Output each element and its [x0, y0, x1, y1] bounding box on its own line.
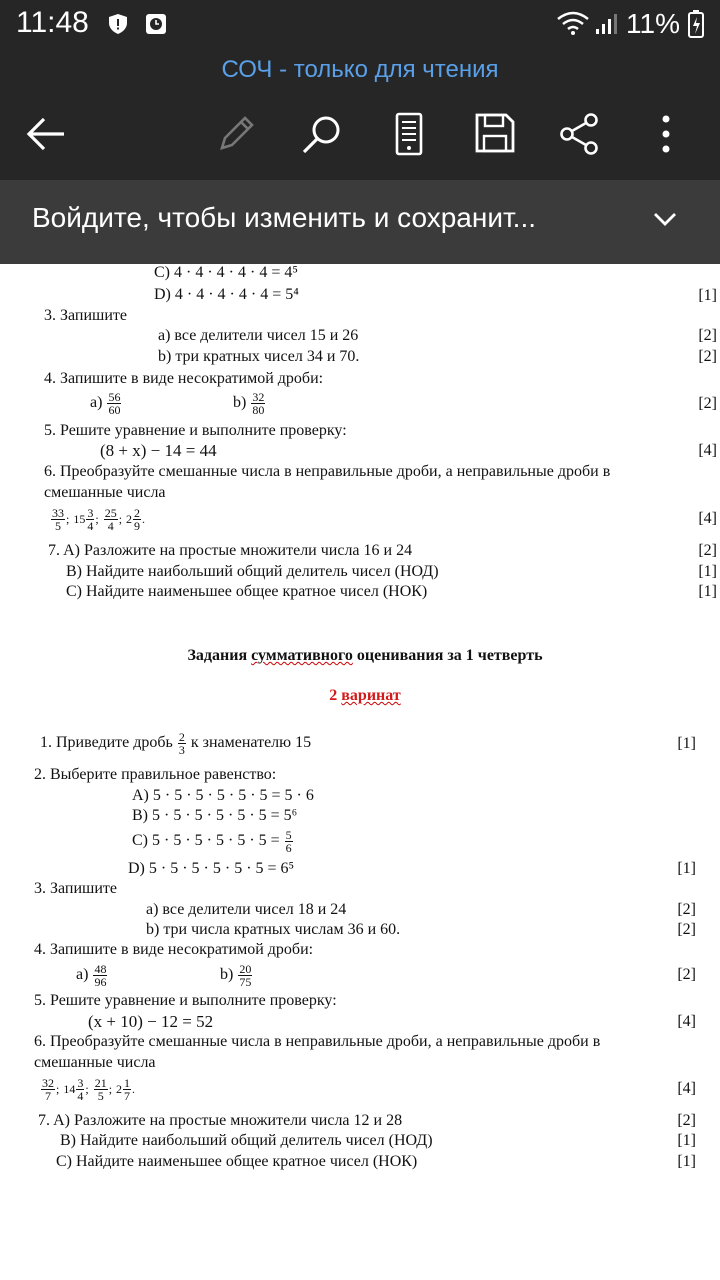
denominator: 5: [97, 1088, 104, 1103]
edit-pencil-icon[interactable]: [214, 112, 258, 156]
more-options-icon[interactable]: [658, 114, 674, 154]
question-7c: C) Найдите наименьшее общее кратное чисел (НОК): [66, 583, 428, 600]
fraction: [41, 1077, 55, 1102]
equation: (x + 10) − 12 = 52: [88, 1012, 214, 1031]
battery-icon: [688, 10, 704, 38]
denominator: 7: [45, 1088, 51, 1103]
fraction: [133, 507, 141, 532]
question-6-continued: смешанные числа: [34, 1054, 156, 1071]
search-icon[interactable]: [298, 112, 346, 160]
period: .: [132, 1082, 136, 1096]
denominator: 75: [239, 974, 252, 989]
question-3b: b) три числа кратных числам 36 и 60.: [146, 921, 401, 938]
fraction: [285, 829, 293, 854]
numerator: 32: [42, 1075, 54, 1090]
score: [1]: [698, 583, 717, 600]
question-7a: 7. A) Разложите на простые множители числа 16 и 24: [48, 542, 413, 559]
score: [4]: [677, 1013, 696, 1030]
mobile-view-icon[interactable]: [394, 112, 424, 156]
option-label: a): [76, 966, 89, 983]
fractions-list: [40, 1072, 135, 1106]
sign-in-banner[interactable]: [0, 180, 720, 264]
option-label: a): [90, 394, 103, 411]
fraction: [94, 1077, 108, 1102]
score: [2]: [698, 542, 717, 559]
denominator: 80: [252, 402, 265, 417]
section-heading: [0, 647, 720, 665]
heading-text: оценивания за 1 четверть: [352, 647, 543, 664]
fractions-list: [50, 502, 145, 536]
status-bar: [0, 0, 720, 48]
numerator: 48: [94, 961, 107, 976]
score: [4]: [698, 442, 717, 459]
fraction: [51, 507, 65, 532]
question-3a: a) все делители чисел 18 и 24: [146, 901, 347, 918]
score: [2]: [698, 348, 717, 365]
separator: ;: [66, 512, 70, 526]
whole-part: 2: [116, 1082, 123, 1096]
numerator: 2: [178, 729, 185, 744]
whole-part: 14: [63, 1082, 76, 1096]
numerator: 1: [124, 1075, 131, 1090]
sign-in-banner-text: Войдите, чтобы изменить и сохранит...: [32, 202, 537, 233]
score: [2]: [677, 901, 696, 918]
fraction: [123, 1077, 131, 1102]
score: [1]: [698, 287, 717, 304]
question-4b: [233, 388, 266, 418]
option-text: C) 5 · 5 · 5 · 5 · 5 · 5 =: [132, 832, 280, 849]
share-icon[interactable]: [558, 112, 600, 156]
option-d: D) 5 · 5 · 5 · 5 · 5 · 5 = 6⁵: [128, 860, 295, 877]
denominator: 6: [285, 840, 292, 855]
score: [2]: [698, 395, 717, 412]
fraction: [238, 963, 252, 988]
equation: (8 + x) − 14 = 44: [100, 441, 217, 460]
whole-part: 2: [126, 512, 133, 526]
denominator: 3: [178, 742, 185, 757]
numerator: 25: [104, 505, 117, 520]
save-icon[interactable]: [474, 112, 516, 154]
question-7b: B) Найдите наибольший общий делитель чисел (НОД): [66, 563, 439, 580]
question-3b: b) три кратных чисел 34 и 70.: [158, 348, 360, 365]
denominator: 7: [124, 1088, 131, 1103]
fraction: [251, 391, 265, 416]
denominator: 9: [134, 518, 141, 533]
score: [2]: [677, 921, 696, 938]
question-3a: a) все делители чисел 15 и 26: [158, 327, 359, 344]
numerator: 2: [134, 505, 141, 520]
question-2: 2. Выберите правильное равенство:: [34, 766, 277, 783]
question-3: 3. Запишите: [44, 307, 128, 324]
score: [4]: [698, 510, 717, 527]
wifi-icon: [556, 11, 590, 37]
question-6-continued: смешанные числа: [44, 484, 166, 501]
option-b: B) 5 · 5 · 5 · 5 · 5 · 5 = 5⁶: [132, 807, 298, 824]
question-7c: C) Найдите наименьшее общее кратное чисел (НОК): [56, 1153, 418, 1170]
fraction: [107, 391, 121, 416]
fraction: [76, 1077, 84, 1102]
document-title: СОЧ - только для чтения: [221, 56, 499, 83]
question-1: [40, 726, 311, 760]
option-label: b): [233, 394, 247, 411]
separator: ;: [56, 1082, 60, 1096]
fraction: [178, 731, 186, 756]
question-4a: [90, 388, 122, 418]
option-d: D) 4 · 4 · 4 · 4 · 4 = 5⁴: [154, 286, 299, 303]
question-6: 6. Преобразуйте смешанные числа в неправильные дроби, а неправильные дроби в: [44, 463, 611, 480]
option-a: A) 5 · 5 · 5 · 5 · 5 · 5 = 5 · 6: [132, 787, 314, 804]
variant-number: 2: [329, 687, 342, 704]
question-6: 6. Преобразуйте смешанные числа в неправильные дроби, а неправильные дроби в: [34, 1033, 601, 1050]
chevron-down-icon[interactable]: [652, 210, 678, 228]
score: [1]: [677, 1153, 696, 1170]
status-time: 11:48: [16, 6, 89, 39]
shield-alert-icon: [106, 12, 130, 36]
score: [1]: [677, 1132, 696, 1149]
numerator: 33: [52, 505, 64, 520]
denominator: 4: [87, 518, 94, 533]
question-3: 3. Запишите: [34, 880, 118, 897]
option-label: b): [220, 966, 234, 983]
question-text: 1. Приведите дробь: [40, 734, 173, 751]
document-viewer[interactable]: [0, 264, 720, 1280]
numerator: 56: [108, 389, 121, 404]
numerator: 32: [252, 389, 265, 404]
separator: ;: [95, 512, 99, 526]
battery-percent: 11%: [626, 8, 680, 39]
app-toolbar: [0, 48, 720, 180]
score: [1]: [698, 563, 717, 580]
score: [2]: [677, 1112, 696, 1129]
score: [2]: [698, 327, 717, 344]
question-4: 4. Запишите в виде несократимой дроби:: [34, 941, 314, 958]
numerator: 20: [239, 961, 252, 976]
score: [2]: [677, 966, 696, 983]
separator: ;: [118, 512, 123, 526]
variant-heading: [0, 687, 720, 705]
question-4: 4. Запишите в виде несократимой дроби:: [44, 370, 324, 387]
question-text: к знаменателю 15: [190, 734, 312, 751]
fraction: [86, 507, 94, 532]
numerator: 3: [87, 505, 94, 520]
heading-word: суммативного: [251, 647, 353, 664]
separator: ;: [85, 1082, 89, 1096]
denominator: 4: [107, 518, 114, 533]
score: [1]: [677, 860, 696, 877]
back-arrow-icon[interactable]: [24, 114, 68, 154]
question-4b: [220, 959, 253, 991]
score: [1]: [677, 735, 696, 752]
variant-word: варинат: [341, 687, 401, 704]
heading-text: Задания: [187, 647, 252, 664]
question-4a: [76, 959, 108, 991]
score: [4]: [677, 1080, 696, 1097]
period: .: [142, 512, 146, 526]
question-7a: 7. A) Разложите на простые множители числа 12 и 28: [38, 1112, 403, 1129]
denominator: 5: [55, 518, 61, 533]
denominator: 4: [77, 1088, 84, 1103]
signal-icon: [594, 12, 618, 36]
separator: ;: [108, 1082, 113, 1096]
question-5: 5. Решите уравнение и выполните проверку:: [44, 422, 347, 439]
numerator: 21: [94, 1075, 107, 1090]
question-7b: B) Найдите наибольший общий делитель чисел (НОД): [60, 1132, 433, 1149]
denominator: 96: [94, 974, 107, 989]
option-c: C) 4 · 4 · 4 · 4 · 4 = 4⁵: [154, 264, 298, 281]
fraction: [93, 963, 107, 988]
denominator: 60: [108, 402, 121, 417]
whole-part: 15: [73, 512, 86, 526]
numerator: 3: [77, 1075, 84, 1090]
fraction: [104, 507, 118, 532]
numerator: 5: [285, 827, 292, 842]
option-c: [132, 824, 294, 858]
clock-icon: [144, 12, 168, 36]
question-5: 5. Решите уравнение и выполните проверку:: [34, 992, 337, 1009]
